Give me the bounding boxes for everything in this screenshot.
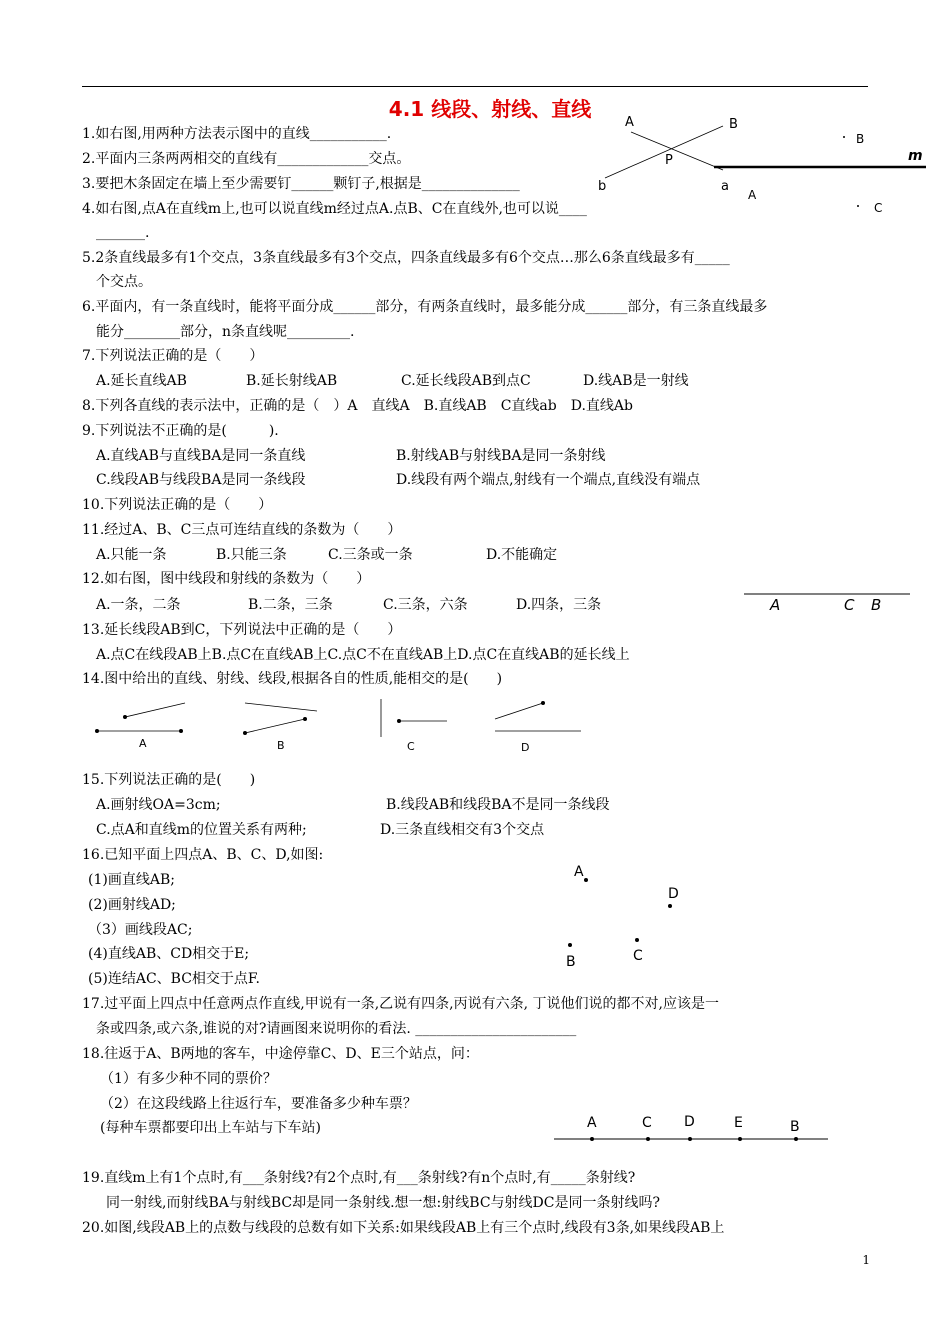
label-D: D (684, 1114, 695, 1130)
option-a-point (123, 715, 127, 719)
point-B (568, 943, 572, 947)
label-A: A (625, 115, 634, 130)
question-15: 15.下列说法正确的是( ) (82, 772, 256, 788)
option-a-endpoint (95, 729, 99, 733)
question-13: 13.延长线段AB到C，下列说法中正确的是（ ） (82, 622, 402, 638)
point-B (843, 136, 845, 138)
intersection-options-figure (85, 695, 605, 757)
question-14: 14.图中给出的直线、射线、线段,根据各自的性质,能相交的是( ) (82, 671, 503, 687)
option: C.延长线段AB到点C (401, 373, 531, 389)
question-12: 12.如右图，图中线段和射线的条数为（ ） (82, 571, 371, 587)
station-E (738, 1137, 742, 1141)
point-D (668, 904, 672, 908)
label-B: B (871, 596, 882, 614)
option: A.直线AB与直线BA是同一条直线 (96, 448, 306, 464)
label-A: A (574, 864, 584, 880)
station-C (646, 1137, 650, 1141)
option: C.三条，六条 (383, 597, 468, 613)
label-C: C (874, 201, 883, 215)
question-15-options-cd (96, 820, 544, 840)
label-A: A (139, 737, 147, 750)
question-12-options (96, 595, 601, 615)
question-18-part: （2）在这段线路上往返行车，要准备多少种车票？ (100, 1096, 417, 1112)
question-19-cont: 同一射线,而射线BA与射线BC却是同一条射线.想一想:射线BC与射线DC是同一条射线吗? (106, 1195, 660, 1211)
label-b: b (598, 179, 607, 194)
label-C: C (642, 1115, 652, 1131)
label-C: C (633, 948, 643, 964)
four-points-figure (560, 860, 690, 970)
point-C (635, 938, 639, 942)
option-c-point (397, 719, 401, 723)
option-b-endpoint (243, 731, 247, 735)
question-1: 1.如右图,用两种方法表示图中的直线___________. (82, 126, 392, 142)
option: A.延长直线AB (96, 373, 187, 389)
label-B: B (856, 132, 865, 146)
question-16-step: (4)直线AB、CD相交于E; (88, 946, 250, 962)
question-11-options (96, 545, 557, 565)
question-16-step: (5)连结AC、BC相交于点F. (88, 971, 260, 987)
bus-route-figure (552, 1108, 832, 1148)
label-a: a (721, 179, 729, 194)
question-6-cont: 能分________部分，n条直线呢_________. (96, 324, 355, 340)
question-19: 19.直线m上有1个点时,有___条射线?有2个点时,有___条射线?有n个点时,有_____条射线? (82, 1170, 636, 1186)
option: B.延长射线AB (246, 373, 338, 389)
ray-segment-figure (740, 584, 915, 616)
question-6: 6.平面内，有一条直线时，能将平面分成______部分，有两条直线时，最多能分成______部分，有三条直线最多 (82, 299, 768, 315)
option: A.一条，二条 (96, 597, 181, 613)
option: D.三条直线相交有3个交点 (380, 822, 545, 838)
question-13-options: A.点C在线段AB上B.点C在直线AB上C.点C不在直线AB上D.点C在直线AB的延长线上 (96, 647, 630, 663)
option-b-endpoint (303, 717, 307, 721)
label-A: A (748, 188, 757, 202)
label-B: B (729, 117, 738, 132)
question-5: 5.2条直线最多有1个交点，3条直线最多有3个交点，四条直线最多有6个交点…那么6条直线最多有_____ (82, 250, 730, 266)
question-16-step: （3）画线段AC; (88, 922, 193, 938)
label-D: D (521, 741, 530, 754)
label-D: D (668, 886, 679, 902)
label-B: B (790, 1119, 800, 1135)
question-5-cont: 个交点。 (96, 274, 152, 290)
question-4: 4.如右图,点A在直线m上,也可以说直线m经过点A.点B、C在直线外,也可以说____ (82, 201, 587, 217)
option-a-ray (125, 703, 185, 717)
question-15-options-ab (96, 795, 610, 815)
point-A (584, 878, 588, 882)
option-d-point (541, 701, 545, 705)
page-number: 1 (862, 1253, 870, 1267)
header-rule (82, 86, 868, 87)
question-18-note: (每种车票都要印出上车站与下车站) (100, 1120, 321, 1136)
option: C.线段AB与线段BA是同一条线段 (96, 472, 306, 488)
question-4-cont: _______. (96, 225, 150, 241)
question-18-part: （1）有多少种不同的票价？ (100, 1071, 277, 1087)
page-title: 4.1 线段、射线、直线 (388, 97, 592, 121)
label-P: P (665, 153, 673, 168)
question-3: 3.要把木条固定在墙上至少需要钉______颗钉子,根据是______________ (82, 176, 520, 192)
label-A: A (770, 596, 781, 614)
label-m: m (908, 148, 923, 164)
question-20: 20.如图,线段AB上的点数与线段的总数有如下关系:如果线段AB上有三个点时,线段有3条,如果线段AB上 (82, 1220, 725, 1236)
question-7: 7.下列说法正确的是（ ） (82, 348, 264, 364)
label-C: C (407, 740, 415, 753)
line-ab-crossing (605, 126, 723, 178)
question-9-options-cd (96, 470, 700, 490)
station-B (794, 1137, 798, 1141)
question-16: 16.已知平面上四点A、B、C、D,如图: (82, 847, 324, 863)
option: B.射线AB与射线BA是同一条射线 (396, 448, 606, 464)
option: B.线段AB和线段BA不是同一条线段 (386, 797, 610, 813)
label-B: B (566, 954, 576, 970)
question-9-options-ab (96, 446, 606, 466)
question-9: 9.下列说法不正确的是( ). (82, 423, 279, 439)
option: D.四条，三条 (516, 597, 602, 613)
option: A.画射线OA=3cm; (96, 797, 221, 813)
option-b-line (245, 703, 317, 711)
line-m-figure (708, 125, 930, 225)
option: D.不能确定 (486, 547, 558, 563)
point-C (857, 205, 859, 207)
question-16-step: (2)画射线AD; (88, 897, 176, 913)
question-2: 2.平面内三条两两相交的直线有_____________交点。 (82, 151, 411, 167)
question-7-options (96, 371, 689, 391)
option-b-segment (245, 719, 305, 733)
question-10: 10.下列说法正确的是（ ） (82, 497, 273, 513)
option: C.点A和直线m的位置关系有两种; (96, 822, 307, 838)
option-d-ray (495, 703, 543, 719)
question-11: 11.经过A、B、C三点可连结直线的条数为（ ） (82, 522, 402, 538)
question-16-step: (1)画直线AB; (88, 872, 175, 888)
station-A (590, 1137, 594, 1141)
option: D.线段有两个端点,射线有一个端点,直线没有端点 (396, 472, 701, 488)
question-17-cont: 条或四条,或六条,谁说的对?请画图来说明你的看法. _______________________ (96, 1021, 577, 1037)
option: D.线AB是一射线 (583, 373, 689, 389)
option: A.只能一条 (96, 547, 167, 563)
label-E: E (734, 1115, 743, 1131)
station-D (688, 1137, 692, 1141)
label-A: A (587, 1115, 597, 1131)
question-17: 17.过平面上四点中任意两点作直线,甲说有一条,乙说有四条,丙说有六条, 丁说他们说的都不对,应该是一 (82, 996, 719, 1012)
question-8: 8.下列各直线的表示法中，正确的是（ ）A 直线A B.直线AB C直线ab D.直线Ab (82, 398, 633, 414)
option: B.二条，三条 (248, 597, 333, 613)
option: C.三条或一条 (328, 547, 413, 563)
question-18: 18.往返于A、B两地的客车，中途停靠C、D、E三个站点，问： (82, 1046, 479, 1062)
option: B.只能三条 (216, 547, 287, 563)
option-a-endpoint (179, 729, 183, 733)
label-B: B (277, 739, 285, 752)
label-C: C (844, 596, 855, 614)
